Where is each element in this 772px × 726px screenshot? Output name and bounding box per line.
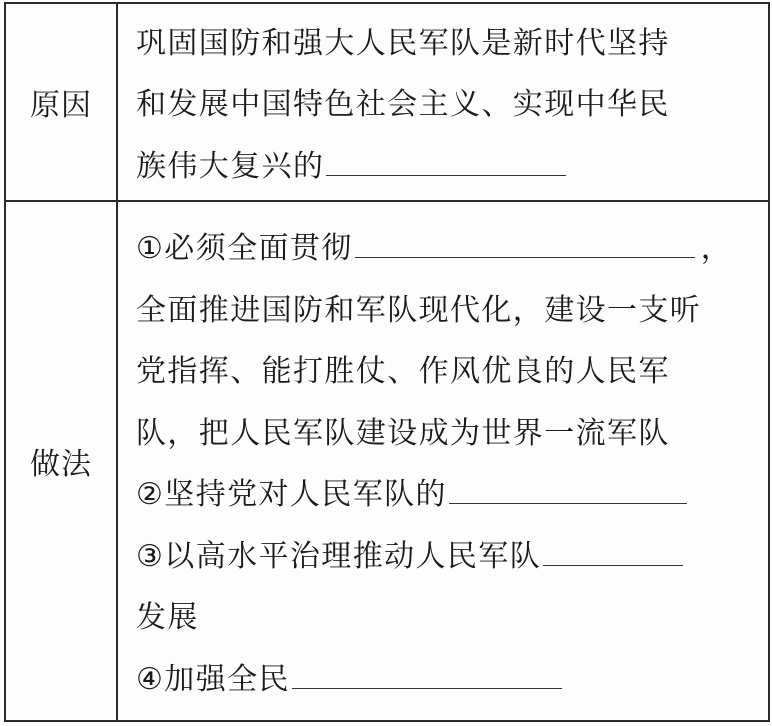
- text-line: 巩固国防和强大人民军队是新时代坚持: [136, 25, 670, 61]
- text-segment: ③以高水平治理推动人民军队: [136, 538, 542, 574]
- fill-in-table: [4, 2, 770, 722]
- text-segment: ①必须全面贯彻: [136, 231, 353, 266]
- table-row-method: [5, 201, 769, 721]
- text-line: 发展: [136, 600, 199, 635]
- row-label-reason: 原因: [5, 3, 117, 201]
- text-segment: 族伟大复兴的: [136, 148, 325, 184]
- text-line: 全面推进国防和军队现代化，建设一支听: [136, 292, 702, 328]
- text-line: [136, 136, 768, 198]
- answer-blank[interactable]: [449, 469, 687, 504]
- text-segment: ②坚持党对人民军队的: [136, 477, 447, 512]
- text-line: [136, 464, 768, 526]
- table-row-reason: [5, 3, 769, 201]
- text-line: [136, 218, 768, 280]
- text-line: 和发展中国特色社会主义、实现中华民: [136, 87, 670, 123]
- text-line: [136, 649, 768, 711]
- answer-blank[interactable]: [326, 141, 566, 176]
- row-label-method: 做法: [5, 201, 117, 721]
- answer-blank[interactable]: [543, 531, 683, 566]
- comma-mark: ，: [700, 231, 733, 266]
- answer-blank[interactable]: [355, 223, 695, 258]
- row-content-reason: [117, 3, 769, 201]
- text-segment: ④加强全民: [136, 661, 290, 697]
- text-line: [136, 526, 768, 588]
- answer-blank[interactable]: [292, 654, 562, 689]
- text-line: 党指挥、能打胜仗、作风优良的人民军: [136, 354, 670, 389]
- row-content-method: [117, 201, 769, 721]
- text-line: 队，把人民军队建设成为世界一流军队: [136, 415, 670, 451]
